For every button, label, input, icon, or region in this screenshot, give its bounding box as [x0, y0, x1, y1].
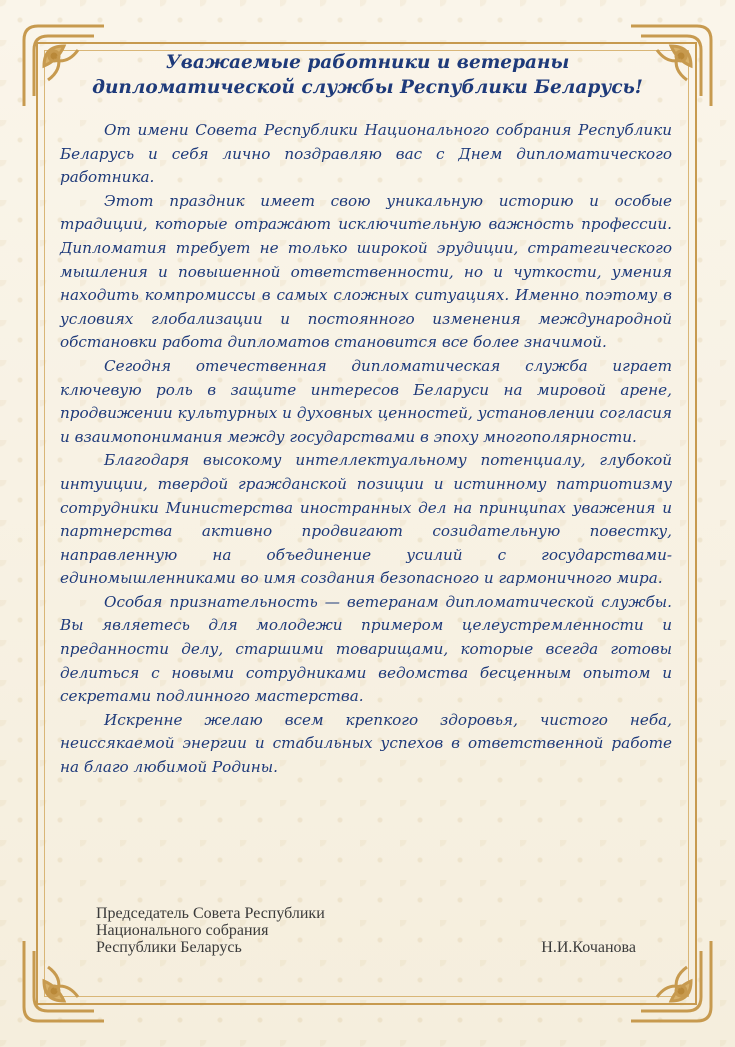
paragraph: Благодаря высокому интеллектуальному потенциалу, глубокой интуиции, твердой гражданской позиции и истинному патриотизму сотрудники Министерства иностранных дел на принципах уважения и партнерства активно продвигают созидательную повестку, направленную на объединение усилий с государствами-единомышленниками во имя создания безопасного и гармоничного мира.: [60, 451, 672, 588]
signatory-name: Н.И.Кочанова: [541, 939, 636, 956]
title-line-1: Уважаемые работники и ветераны: [165, 52, 570, 73]
letter-body: [60, 119, 672, 780]
signature-position-line-2: Национального собрания: [96, 922, 269, 939]
paragraph: Искренне желаю всем крепкого здоровья, чистого неба, неиссякаемой энергии и стабильных успехов в ответственной работе на благо любимой Родины.: [60, 710, 672, 777]
paragraph: Сегодня отечественная дипломатическая служба играет ключевую роль в защите интересов Беларуси на мировой арене, продвижении культурных и духовных ценностей, установлении согласия и взаимопонимания между государствами в эпоху многополярности.: [60, 356, 672, 446]
title-line-2: дипломатической службы Республики Беларусь!: [92, 77, 643, 98]
paragraph: Особая признательность — ветеранам дипломатической службы. Вы являетесь для молодежи примером целеустремленности и преданности делу, старшими товарищами, которые всегда готовы делиться с новыми сотрудниками ведомства бесценным опытом и секретами подлинного мастерства.: [60, 592, 672, 706]
corner-ornament-icon: [625, 935, 717, 1027]
letter-title: [70, 50, 665, 100]
paragraph: От имени Совета Республики Национального собрания Республики Беларусь и себя лично поздравляю вас с Днем дипломатического работника.: [60, 121, 672, 187]
signature-block: [96, 905, 636, 956]
signature-position-line-1: Председатель Совета Республики: [96, 905, 325, 922]
paragraph: Этот праздник имеет свою уникальную историю и особые традиции, которые отражают исключительную важность профессии. Дипломатия требует не только широкой эрудиции, стратегического мышления и повышенной ответственности, но и чуткости, умения находить компромиссы в самых сложных ситуациях. Именно поэтому в условиях глобализации и постоянного изменения международной обстановки работа дипломатов становится все более значимой.: [60, 191, 672, 352]
signature-position-line-3: Республики Беларусь: [96, 939, 242, 956]
